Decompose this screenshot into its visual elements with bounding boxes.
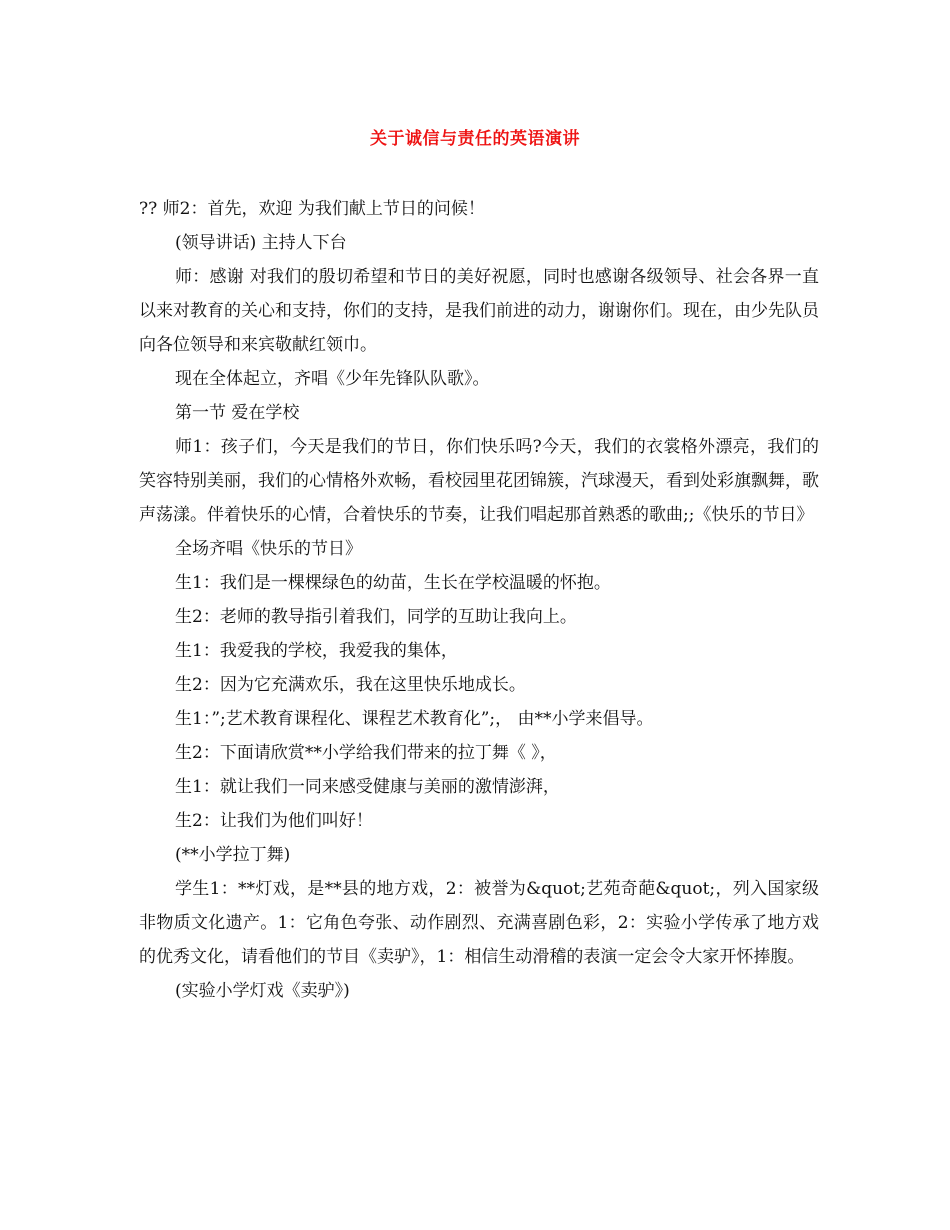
paragraph: 生2：让我们为他们叫好！ <box>175 811 373 831</box>
paragraph: (**小学拉丁舞) <box>175 845 291 865</box>
paragraph: 生2：老师的教导指引着我们，同学的互助让我向上。 <box>175 607 577 627</box>
paragraph: 生1：就让我们一同来感受健康与美丽的激情澎湃， <box>175 777 560 797</box>
paragraph: 全场齐唱《快乐的节日》 <box>175 539 362 559</box>
document-body <box>139 192 819 1008</box>
paragraph: (实验小学灯戏《卖驴》) <box>175 981 350 1001</box>
paragraph: 生2：下面请欣赏**小学给我们带来的拉丁舞《 》， <box>175 743 557 763</box>
document-title: 关于诚信与责任的英语演讲 <box>370 129 580 149</box>
paragraph: 现在全体起立，齐唱《少年先锋队队歌》。 <box>175 369 490 389</box>
paragraph: 生1：”;艺术教育课程化、课程艺术教育化”;， 由**小学来倡导。 <box>175 709 654 729</box>
paragraph: (领导讲话) 主持人下台 <box>175 233 347 253</box>
paragraph: 生2：因为它充满欢乐，我在这里快乐地成长。 <box>175 675 526 695</box>
paragraph: 师1：孩子们，今天是我们的节日，你们快乐吗?今天，我们的衣裳格外漂亮，我们的笑容特别美丽，我们的心情格外欢畅，看校园里花团锦簇，汽球漫天，看到处彩旗飘舞，歌声荡漾。伴着快乐的心情，合着快乐的节奏，让我们唱起那首熟悉的歌曲;;《快乐的节日》 <box>139 437 819 525</box>
paragraph: 生1：我爱我的学校，我爱我的集体， <box>175 641 458 661</box>
paragraph: 生1：我们是一棵棵绿色的幼苗，生长在学校温暖的怀抱。 <box>175 573 611 593</box>
paragraph: 第一节 爱在学校 <box>175 403 300 423</box>
paragraph: 学生1：**灯戏，是**县的地方戏，2：被誉为&quot;艺苑奇葩&quot;，列入国家级非物质文化遗产。1：它角色夸张、动作剧烈、充满喜剧色彩，2：实验小学传承了地方戏的优秀文化，请看他们的节目《卖驴》，1：相信生动滑稽的表演一定会令大家开怀捧腹。 <box>139 879 819 967</box>
paragraph: 师：感谢 对我们的殷切希望和节日的美好祝愿，同时也感谢各级领导、社会各界一直以来对教育的关心和支持，你们的支持，是我们前进的动力，谢谢你们。现在，由少先队员向各位领导和来宾敬献红领巾。 <box>139 267 819 355</box>
paragraph: ?? 师2：首先，欢迎 为我们献上节日的问候！ <box>139 199 485 219</box>
